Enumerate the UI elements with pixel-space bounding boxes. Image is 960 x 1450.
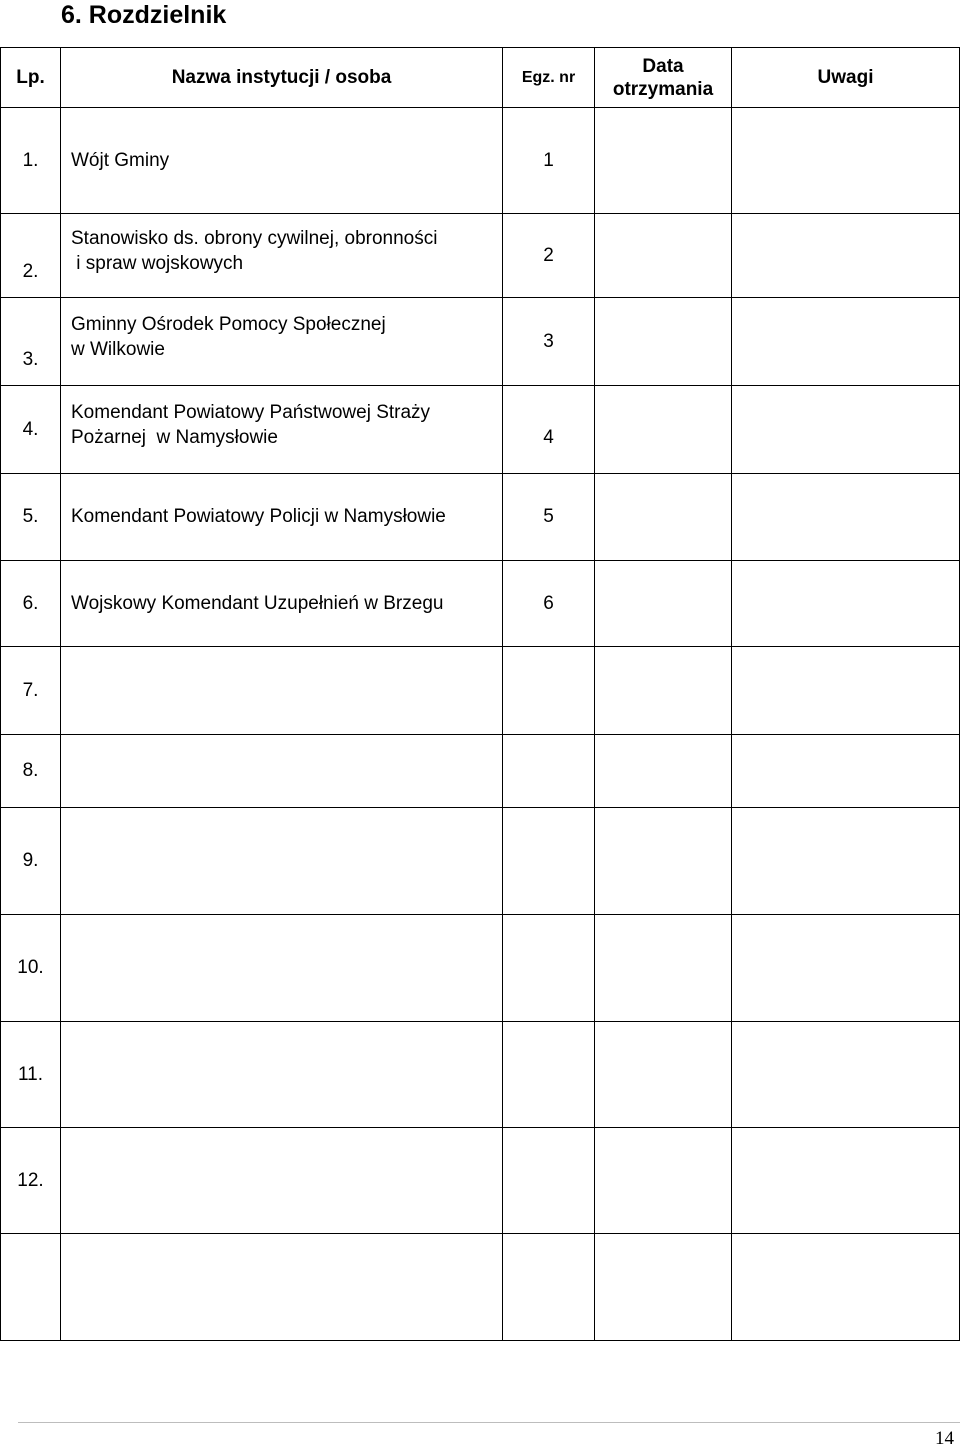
cell-name-line2: w Wilkowie	[71, 338, 165, 360]
table-row	[1, 298, 960, 386]
cell-data	[595, 1022, 732, 1128]
table-row	[1, 808, 960, 915]
table-row	[1, 386, 960, 474]
cell-name-line1: Komendant Powiatowy Państwowej Straży	[71, 401, 431, 423]
cell-uwagi	[732, 386, 960, 474]
cell-name	[61, 1234, 503, 1341]
table-row	[1, 214, 960, 298]
cell-data	[595, 735, 732, 808]
cell-name	[61, 474, 503, 561]
cell-name	[61, 561, 503, 647]
cell-egz	[503, 735, 595, 808]
cell-name	[61, 386, 503, 474]
section-title: 6. Rozdzielnik	[61, 1, 227, 29]
cell-uwagi	[732, 915, 960, 1022]
cell-uwagi	[732, 1022, 960, 1128]
table-row	[1, 1128, 960, 1234]
cell-uwagi	[732, 474, 960, 561]
cell-name	[61, 1022, 503, 1128]
table-row-blank	[1, 1234, 960, 1341]
cell-data	[595, 474, 732, 561]
cell-lp: 9.	[1, 808, 61, 915]
distribution-table	[0, 47, 960, 1341]
table-row	[1, 108, 960, 214]
cell-data	[595, 108, 732, 214]
header-name: Nazwa instytucji / osoba	[61, 48, 503, 108]
cell-egz: 3	[503, 298, 595, 386]
cell-uwagi	[732, 1128, 960, 1234]
cell-egz	[503, 1022, 595, 1128]
table-header-row	[1, 48, 960, 108]
table-row	[1, 561, 960, 647]
cell-uwagi	[732, 1234, 960, 1341]
cell-name-line2: i spraw wojskowych	[71, 252, 244, 274]
cell-egz: 4	[503, 386, 595, 474]
cell-lp: 12.	[1, 1128, 61, 1234]
cell-name	[61, 915, 503, 1022]
cell-name-line1: Komendant Powiatowy Policji w Namysłowie	[71, 506, 446, 527]
header-egz: Egz. nr	[503, 48, 595, 108]
cell-data	[595, 647, 732, 735]
cell-name	[61, 808, 503, 915]
cell-egz: 1	[503, 108, 595, 214]
cell-egz: 5	[503, 474, 595, 561]
page-number: 14	[935, 1428, 954, 1449]
cell-name-line1: Wójt Gminy	[71, 150, 170, 171]
cell-egz	[503, 1128, 595, 1234]
footer-divider	[18, 1422, 960, 1423]
cell-lp: 7.	[1, 647, 61, 735]
cell-name	[61, 647, 503, 735]
cell-data	[595, 808, 732, 915]
cell-data	[595, 1234, 732, 1341]
cell-name	[61, 214, 503, 298]
cell-egz	[503, 647, 595, 735]
cell-lp: 6.	[1, 561, 61, 647]
cell-lp: 3.	[1, 298, 61, 386]
cell-name-line2: Pożarnej w Namysłowie	[71, 426, 278, 448]
cell-lp: 1.	[1, 108, 61, 214]
header-uwagi: Uwagi	[732, 48, 960, 108]
cell-data	[595, 214, 732, 298]
cell-lp: 8.	[1, 735, 61, 808]
cell-data	[595, 1128, 732, 1234]
cell-egz: 2	[503, 214, 595, 298]
cell-name	[61, 1128, 503, 1234]
cell-data	[595, 561, 732, 647]
cell-lp: 5.	[1, 474, 61, 561]
cell-uwagi	[732, 561, 960, 647]
cell-name	[61, 108, 503, 214]
header-data-line2: otrzymania	[612, 78, 714, 100]
cell-uwagi	[732, 108, 960, 214]
table-row	[1, 735, 960, 808]
cell-lp: 10.	[1, 915, 61, 1022]
cell-name	[61, 298, 503, 386]
cell-egz	[503, 915, 595, 1022]
cell-data	[595, 915, 732, 1022]
cell-name-line1: Wojskowy Komendant Uzupełnień w Brzegu	[71, 592, 444, 614]
header-lp: Lp.	[1, 48, 61, 108]
table-row	[1, 1022, 960, 1128]
cell-data	[595, 386, 732, 474]
header-data-line1: Data	[642, 55, 684, 77]
cell-name-line1: Gminny Ośrodek Pomocy Społecznej	[71, 313, 386, 335]
header-data	[595, 48, 732, 108]
cell-uwagi	[732, 735, 960, 808]
table-row	[1, 915, 960, 1022]
cell-name-line1: Stanowisko ds. obrony cywilnej, obronności	[71, 227, 438, 249]
cell-uwagi	[732, 214, 960, 298]
table-row	[1, 647, 960, 735]
cell-lp: 2.	[1, 214, 61, 298]
table-row	[1, 474, 960, 561]
cell-uwagi	[732, 647, 960, 735]
cell-lp: 4.	[1, 386, 61, 474]
cell-egz: 6	[503, 561, 595, 647]
cell-uwagi	[732, 298, 960, 386]
cell-lp	[1, 1234, 61, 1341]
cell-egz	[503, 1234, 595, 1341]
cell-data	[595, 298, 732, 386]
cell-name	[61, 735, 503, 808]
cell-lp: 11.	[1, 1022, 61, 1128]
cell-uwagi	[732, 808, 960, 915]
cell-egz	[503, 808, 595, 915]
